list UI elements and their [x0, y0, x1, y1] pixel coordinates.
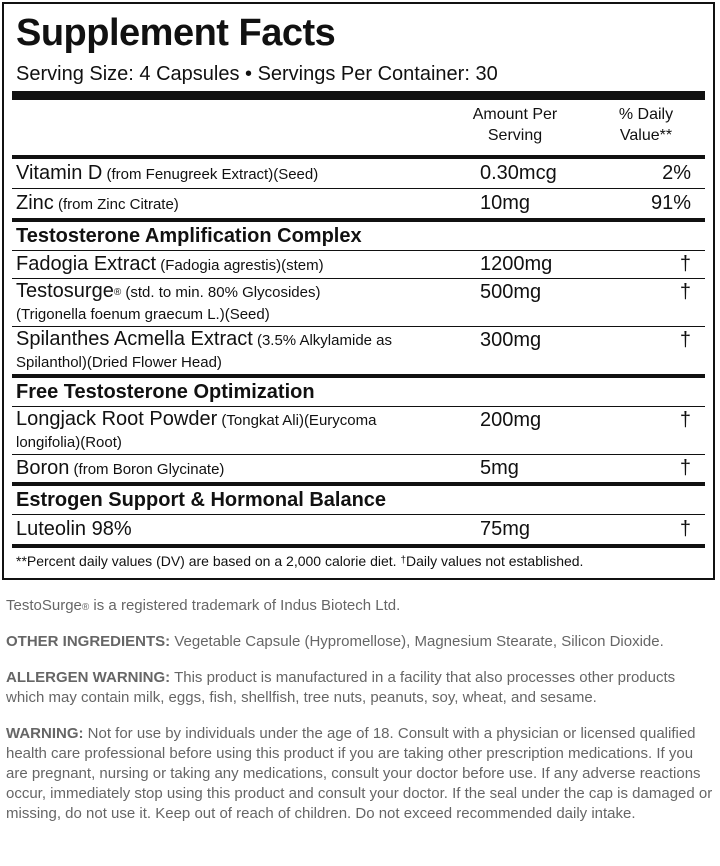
allergen-warning-label: ALLERGEN WARNING:	[6, 669, 171, 686]
warning-label: WARNING:	[6, 725, 84, 742]
nutrient-name: Zinc	[16, 192, 54, 214]
ingredient-row-spilanthes	[12, 327, 705, 378]
ingredient-detail-line2: longifolia)(Root)	[16, 434, 122, 451]
other-ingredients: OTHER INGREDIENTS: Vegetable Capsule (Hypromellose), Magnesium Stearate, Silicon Dioxide.	[6, 633, 664, 650]
ingredient-name: Boron	[16, 457, 70, 479]
supplement-facts-panel	[2, 2, 715, 580]
dagger-mark: †	[679, 457, 691, 479]
ingredient-name: Spilanthes Acmella Extract	[16, 328, 253, 350]
other-ingredients-label: OTHER INGREDIENTS:	[6, 633, 171, 650]
ingredient-detail: (Tongkat Ali)(Eurycoma	[217, 412, 377, 429]
section-heading-estrogen-support: Estrogen Support & Hormonal Balance	[12, 486, 705, 515]
panel-title: Supplement Facts	[16, 12, 336, 54]
ingredient-amount: 5mg	[480, 457, 519, 479]
thick-divider	[12, 91, 705, 100]
allergen-warning: ALLERGEN WARNING: This product is manufactured in a facility that also processes other products which may contain milk, eggs, fish, shellfish, tree nuts, peanuts, soy, wheat, and sesame.	[6, 669, 676, 706]
ingredient-amount: 1200mg	[480, 253, 553, 275]
ingredient-name: Luteolin 98%	[16, 518, 132, 540]
registered-mark: ®	[113, 287, 122, 298]
nutrient-dv: 91%	[650, 192, 691, 214]
nutrient-dv: 2%	[662, 162, 691, 184]
ingredient-detail: (3.5% Alkylamide as	[252, 332, 393, 349]
daily-value-footnote: **Percent daily values (DV) are based on a 2,000 calorie diet. †Daily values not established.	[16, 553, 584, 569]
ingredient-row-fadogia	[12, 251, 705, 279]
dagger-mark: †	[679, 253, 691, 275]
nutrient-name: Vitamin D	[16, 162, 103, 184]
daily-value-header: % Daily Value**	[618, 106, 674, 144]
registered-mark: ®	[81, 602, 90, 613]
dagger-mark: †	[679, 518, 691, 540]
ingredient-row-boron	[12, 455, 705, 486]
nutrient-detail: (from Zinc Citrate)	[53, 196, 179, 213]
section-heading-free-testosterone: Free Testosterone Optimization	[12, 378, 705, 407]
general-warning: WARNING: Not for use by individuals under the age of 18. Consult with a physician or licensed qualified health care professional before using this product if you are taking other prescription medications. If you are pregnant, nursing or taking any medications, consult your doctor before use. If any adverse reactions occur, immediately stop using this product and consult your doctor. If the seal under the cap is damaged or missing, do not use it. Keep out of reach of children. Do not exceed recommended daily intake.	[6, 725, 713, 822]
nutrient-amount: 10mg	[480, 192, 531, 214]
nutrient-amount: 0.30mcg	[480, 162, 557, 184]
dagger-mark: †	[679, 329, 691, 351]
ingredient-amount: 500mg	[480, 281, 542, 303]
ingredient-detail-line2: (Trigonella foenum graecum L.)(Seed)	[16, 306, 270, 323]
section-heading-testosterone-amplification: Testosterone Amplification Complex	[12, 222, 705, 251]
ingredient-name: Fadogia Extract	[16, 253, 157, 275]
ingredient-detail-line2: Spilanthol)(Dried Flower Head)	[16, 354, 222, 371]
dagger-mark: †	[400, 555, 407, 566]
ingredient-row-longjack	[12, 407, 705, 455]
trademark-note: TestoSurge® is a registered trademark of Indus Biotech Ltd.	[6, 597, 401, 614]
nutrient-row-zinc	[12, 189, 705, 222]
ingredient-amount: 200mg	[480, 409, 542, 431]
ingredient-amount: 300mg	[480, 329, 542, 351]
ingredient-detail: (from Boron Glycinate)	[69, 461, 225, 478]
nutrient-row-vitamin-d	[12, 159, 705, 189]
dagger-mark: †	[679, 409, 691, 431]
amount-per-serving-header: Amount Per Serving	[472, 106, 558, 144]
label-notes	[6, 596, 714, 840]
ingredient-name: Longjack Root Powder	[16, 408, 218, 430]
serving-info: Serving Size: 4 Capsules • Servings Per Container: 30	[16, 63, 498, 85]
ingredient-row-luteolin	[12, 515, 705, 548]
ingredient-name: Testosurge	[16, 280, 114, 302]
column-header	[12, 100, 705, 159]
dagger-mark: †	[679, 281, 691, 303]
ingredient-detail: (Fadogia agrestis)(stem)	[156, 257, 324, 274]
ingredient-detail: (std. to min. 80% Glycosides)	[121, 284, 321, 301]
ingredient-amount: 75mg	[480, 518, 531, 540]
nutrient-detail: (from Fenugreek Extract)(Seed)	[102, 166, 319, 183]
ingredient-row-testosurge	[12, 279, 705, 327]
